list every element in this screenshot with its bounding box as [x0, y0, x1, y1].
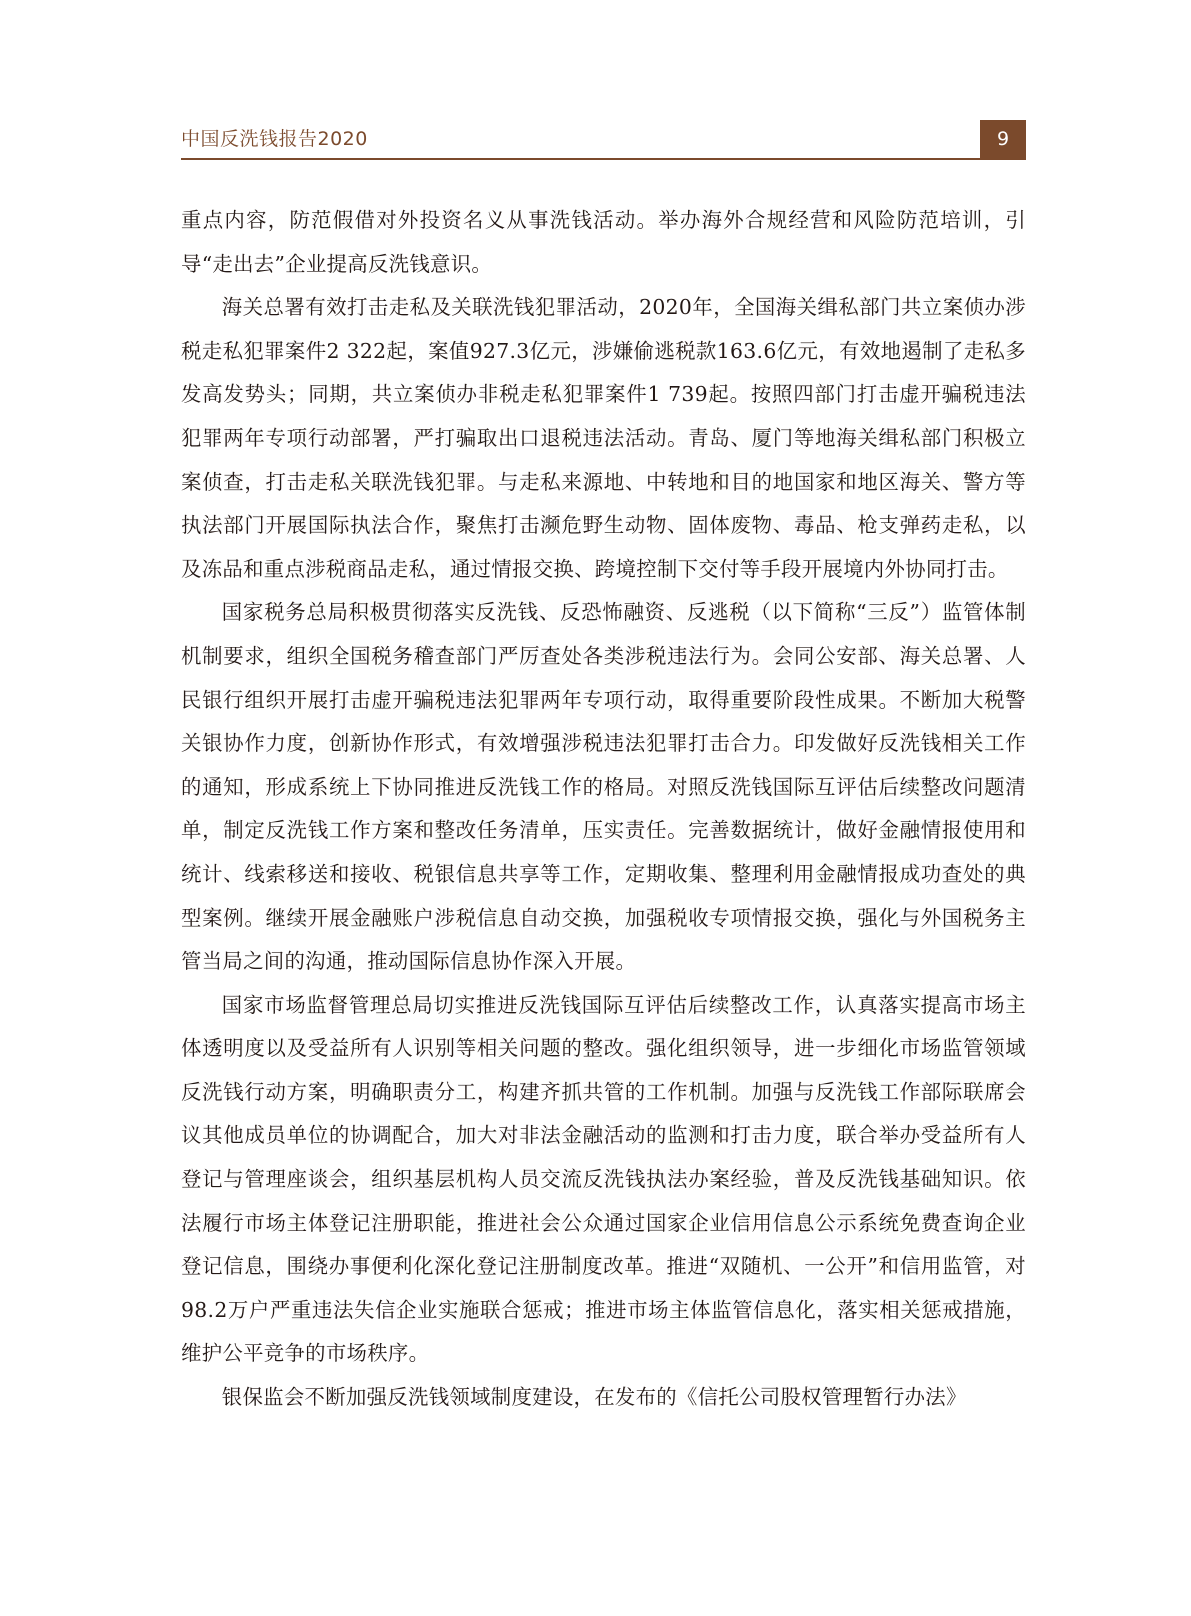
body-text — [181, 199, 1026, 1420]
page-header — [181, 116, 1026, 160]
page-number-badge: 9 — [980, 120, 1026, 158]
paragraph-continued: 重点内容，防范假借对外投资名义从事洗钱活动。举办海外合规经营和风险防范培训，引导“走出去”企业提高反洗钱意识。 — [181, 208, 1026, 276]
paragraph-cbirc: 银保监会不断加强反洗钱领域制度建设，在发布的《信托公司股权管理暂行办法》 — [221, 1385, 967, 1410]
report-title: 中国反洗钱报告2020 — [181, 128, 368, 150]
paragraph-market-regulation: 国家市场监督管理总局切实推进反洗钱国际互评估后续整改工作，认真落实提高市场主体透明度以及受益所有人识别等相关问题的整改。强化组织领导，进一步细化市场监管领域反洗钱行动方案，明确职责分工，构建齐抓共管的工作机制。加强与反洗钱工作部际联席会议其他成员单位的协调配合，加大对非法金融活动的监测和打击力度，联合举办受益所有人登记与管理座谈会，组织基层机构人员交流反洗钱执法办案经验，普及反洗钱基础知识。依法履行市场主体登记注册职能，推进社会公众通过国家企业信用信息公示系统免费查询企业登记信息，围绕办事便利化深化登记注册制度改革。推进“双随机、一公开”和信用监管，对98.2万户严重违法失信企业实施联合惩戒；推进市场主体监管信息化，落实相关惩戒措施，维护公平竞争的市场秩序。 — [181, 992, 1026, 1366]
paragraph-customs: 海关总署有效打击走私及关联洗钱犯罪活动，2020年，全国海关缉私部门共立案侦办涉税走私犯罪案件2 322起，案值927.3亿元，涉嫌偷逃税款163.6亿元，有效地遏制了走私多发高发势头；同期，共立案侦办非税走私犯罪案件1 739起。按照四部门打击虚开骗税违法犯罪两年专项行动部署，严打骗取出口退税违法活动。青岛、厦门等地海关缉私部门积极立案侦查，打击走私关联洗钱犯罪。与走私来源地、中转地和目的地国家和地区海关、警方等执法部门开展国际执法合作，聚焦打击濒危野生动物、固体废物、毒品、枪支弹药走私，以及冻品和重点涉税商品走私，通过情报交换、跨境控制下交付等手段开展境内外协同打击。 — [181, 295, 1026, 581]
paragraph-tax: 国家税务总局积极贯彻落实反洗钱、反恐怖融资、反逃税（以下简称“三反”）监管体制机制要求，组织全国税务稽查部门严厉查处各类涉税违法行为。会同公安部、海关总署、人民银行组织开展打击虚开骗税违法犯罪两年专项行动，取得重要阶段性成果。不断加大税警关银协作力度，创新协作形式，有效增强涉税违法犯罪打击合力。印发做好反洗钱相关工作的通知，形成系统上下协同推进反洗钱工作的格局。对照反洗钱国际互评估后续整改问题清单，制定反洗钱工作方案和整改任务清单，压实责任。完善数据统计，做好金融情报使用和统计、线索移送和接收、税银信息共享等工作，定期收集、整理利用金融情报成功查处的典型案例。继续开展金融账户涉税信息自动交换，加强税收专项情报交换，强化与外国税务主管当局之间的沟通，推动国际信息协作深入开展。 — [181, 600, 1026, 974]
